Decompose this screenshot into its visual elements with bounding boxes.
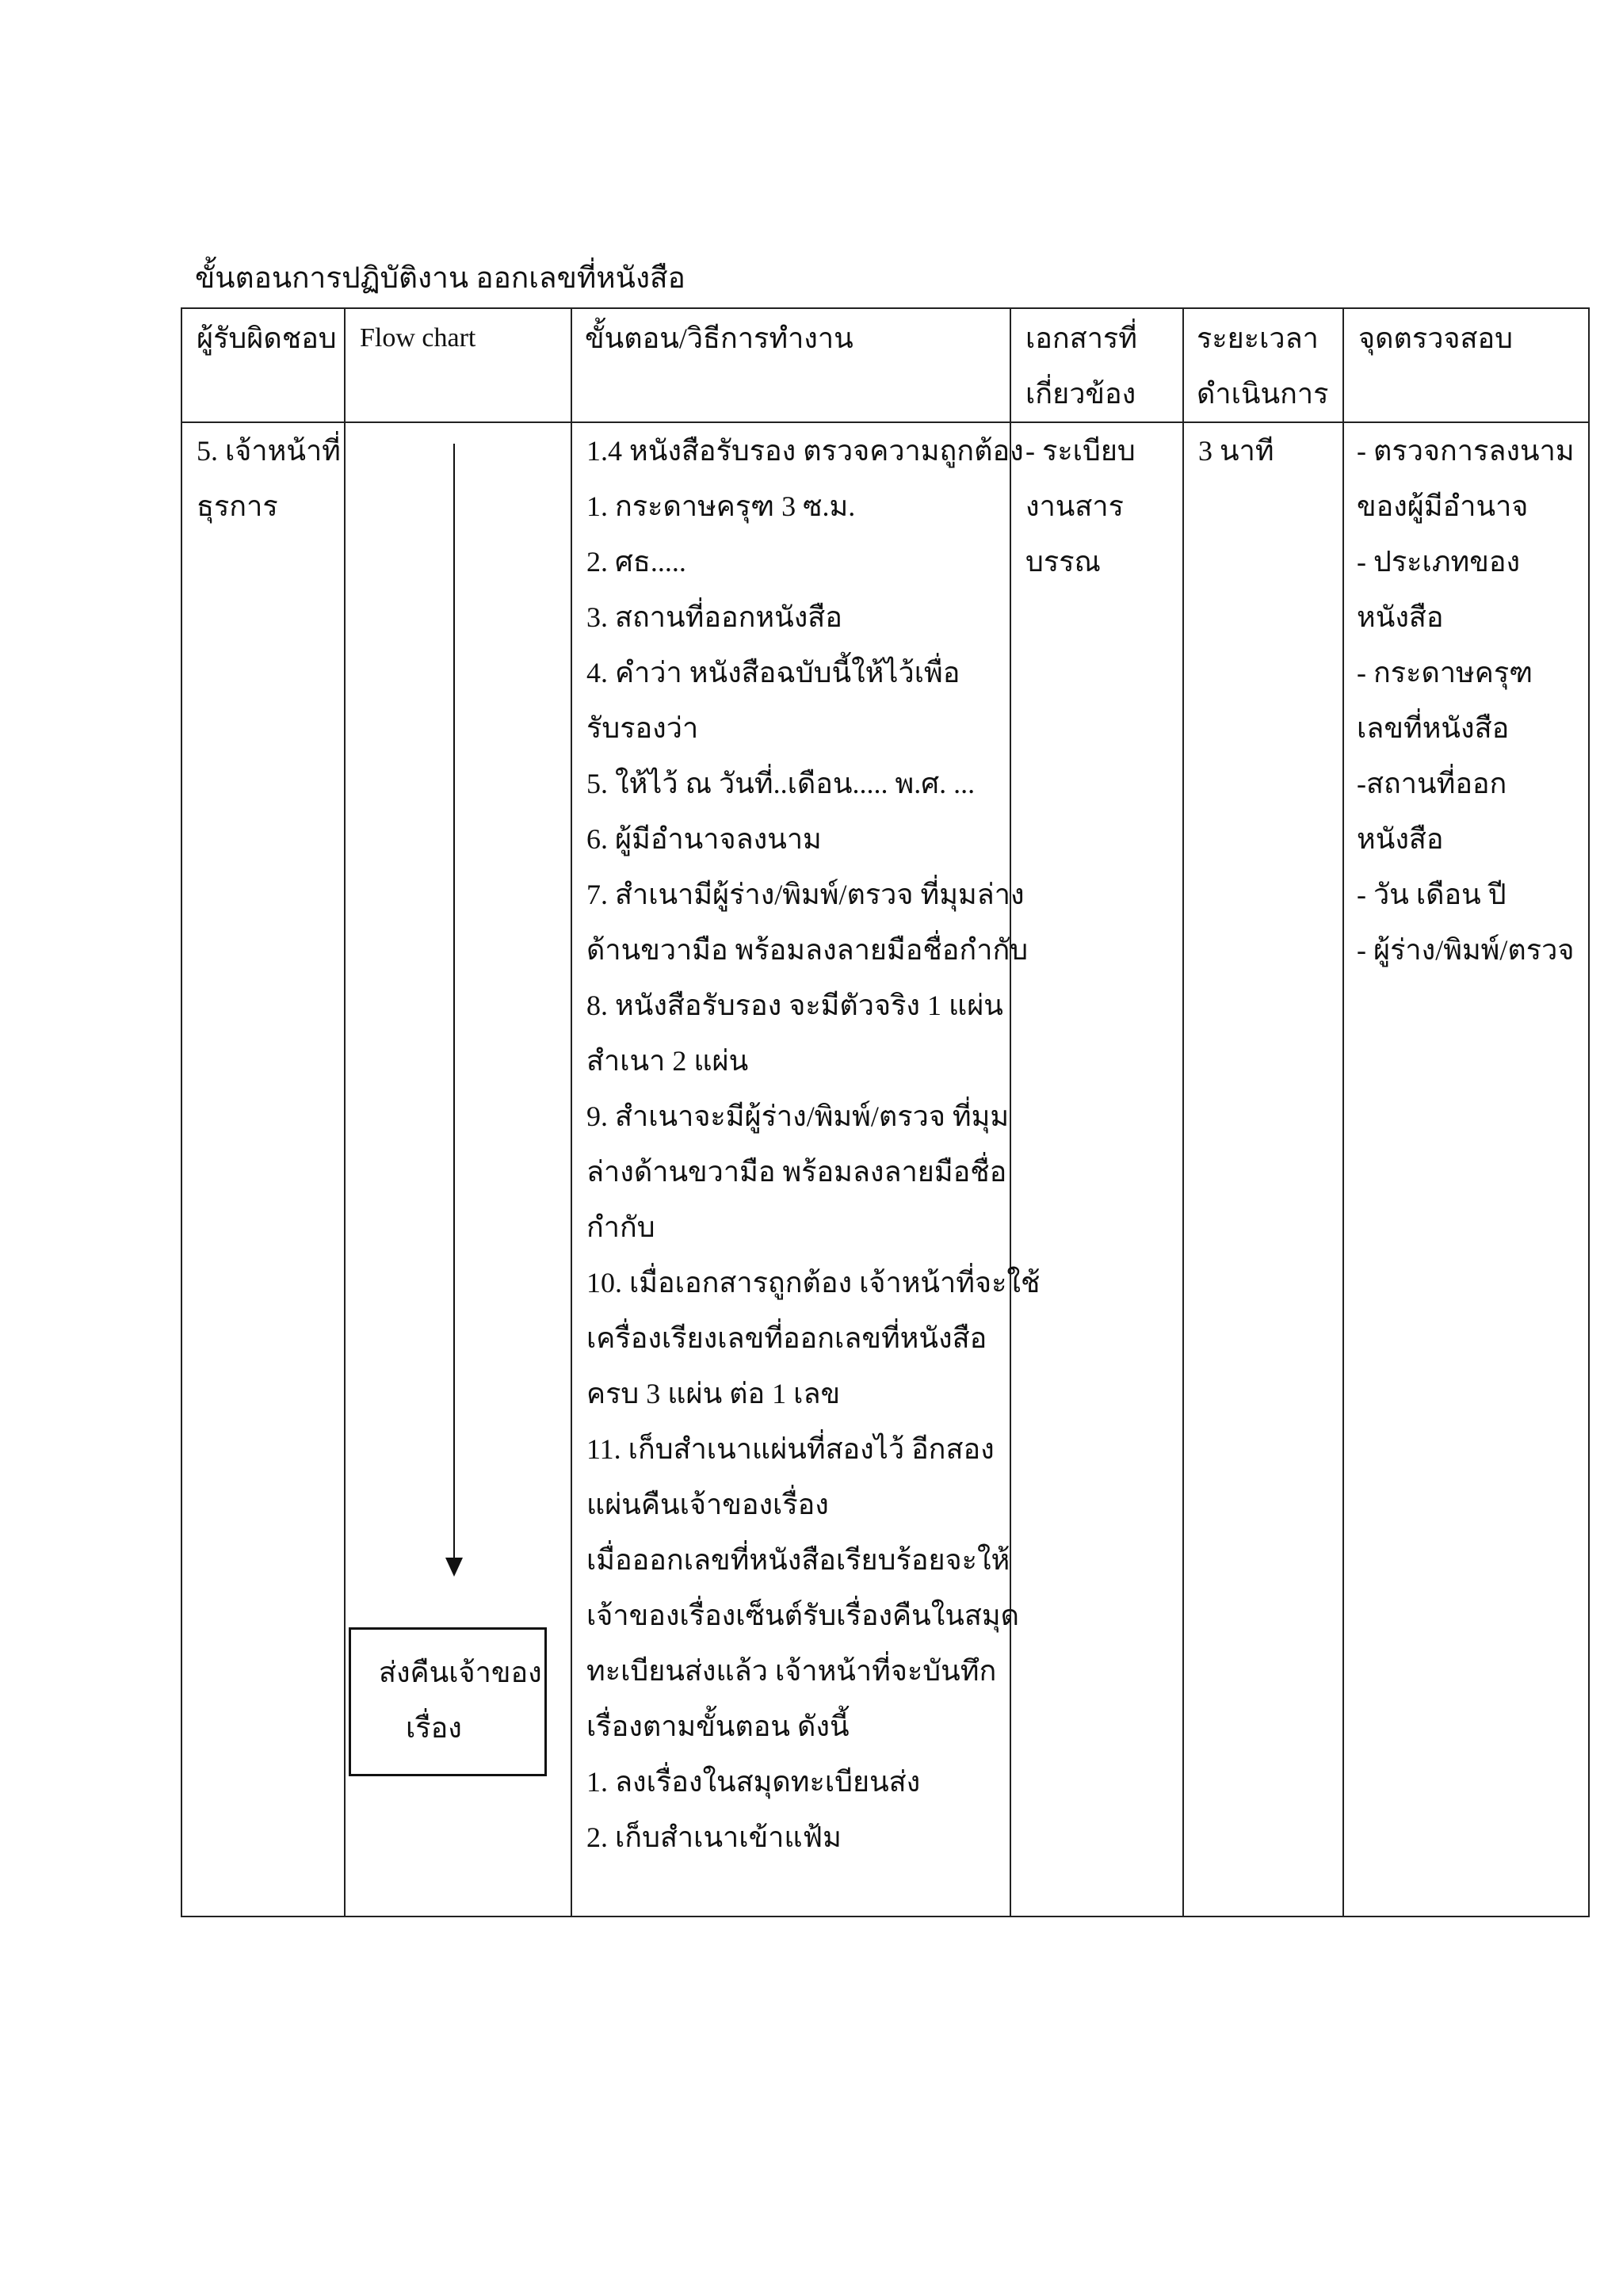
step-line: 5. ให้ไว้ ณ วันที่..เดือน..... พ.ศ. ...	[586, 768, 976, 799]
checkpoint-line: - วัน เดือน ปี	[1357, 879, 1507, 910]
responsible-line: 5. เจ้าหน้าที่	[197, 435, 341, 467]
step-line: 1.4 หนังสือรับรอง ตรวจความถูกต้อง	[586, 435, 1024, 467]
step-line: 6. ผู้มีอำนาจลงนาม	[586, 823, 822, 855]
checkpoint-line: -สถานที่ออก	[1357, 768, 1507, 799]
step-line: รับรองว่า	[586, 712, 699, 744]
column-divider-1	[344, 307, 346, 1917]
flow-arrow-shaft	[453, 444, 455, 1561]
checkpoints-cell	[1357, 423, 1575, 978]
step-line: แผ่นคืนเจ้าของเรื่อง	[586, 1489, 829, 1520]
step-line: ด้านขวามือ พร้อมลงลายมือชื่อกำกับ	[586, 934, 1029, 966]
document-line: - ระเบียบ	[1025, 435, 1136, 467]
checkpoint-line: - กระดาษครุฑ	[1357, 657, 1533, 688]
responsible-cell	[197, 423, 341, 534]
checkpoint-line: - ตรวจการลงนาม	[1357, 435, 1575, 467]
step-line: เรื่องตามขั้นตอน ดังนี้	[586, 1711, 850, 1742]
checkpoint-line: ของผู้มีอำนาจ	[1357, 490, 1529, 522]
header-duration-line: ระยะเวลา	[1197, 322, 1319, 354]
step-line: 3. สถานที่ออกหนังสือ	[586, 601, 842, 633]
step-line: 2. ศธ.....	[586, 546, 686, 578]
header-documents-line: เอกสารที่	[1025, 322, 1137, 354]
step-line: สำเนา 2 แผ่น	[586, 1045, 749, 1077]
step-line: 8. หนังสือรับรอง จะมีตัวจริง 1 แผ่น	[586, 990, 1003, 1021]
step-line: เจ้าของเรื่องเซ็นต์รับเรื่องคืนในสมุด	[586, 1600, 1019, 1631]
header-documents	[1025, 311, 1137, 421]
steps-cell	[586, 423, 1040, 1865]
flow-arrow-head	[445, 1558, 463, 1577]
step-line: 1. กระดาษครุฑ 3 ซ.ม.	[586, 490, 856, 522]
flow-box-label	[379, 1645, 542, 1756]
header-documents-line: เกี่ยวข้อง	[1025, 378, 1136, 410]
step-line: ล่างด้านขวามือ พร้อมลงลายมือชื่อ	[586, 1156, 1007, 1188]
header-steps: ขั้นตอน/วิธีการทำงาน	[585, 322, 854, 354]
header-flow-chart: Flow chart	[360, 323, 476, 353]
flow-box-line: เรื่อง	[406, 1712, 462, 1744]
duration-cell: 3 นาที	[1198, 435, 1274, 467]
checkpoint-line: หนังสือ	[1357, 601, 1444, 633]
document-title: ขั้นตอนการปฏิบัติงาน ออกเลขที่หนังสือ	[195, 262, 685, 295]
header-duration-line: ดำเนินการ	[1197, 378, 1329, 410]
step-line: 2. เก็บสำเนาเข้าแฟ้ม	[586, 1821, 842, 1853]
header-checkpoints: จุดตรวจสอบ	[1358, 322, 1513, 354]
responsible-line: ธุรการ	[197, 490, 278, 522]
checkpoint-line: หนังสือ	[1357, 823, 1444, 855]
documents-cell	[1025, 423, 1136, 589]
step-line: เมื่อออกเลขที่หนังสือเรียบร้อยจะให้	[586, 1544, 1010, 1576]
header-duration	[1197, 311, 1328, 421]
step-line: ครบ 3 แผ่น ต่อ 1 เลข	[586, 1378, 841, 1409]
document-line: งานสาร	[1025, 490, 1124, 522]
column-divider-2	[571, 307, 572, 1917]
step-line: 1. ลงเรื่องในสมุดทะเบียนส่ง	[586, 1766, 921, 1798]
document-line: บรรณ	[1025, 546, 1101, 578]
step-line: 4. คำว่า หนังสือฉบับนี้ให้ไว้เพื่อ	[586, 657, 960, 688]
step-line: 11. เก็บสำเนาแผ่นที่สองไว้ อีกสอง	[586, 1433, 995, 1465]
column-divider-4	[1182, 307, 1184, 1917]
header-responsible: ผู้รับผิดชอบ	[197, 322, 337, 354]
flow-box-line: ส่งคืนเจ้าของ	[379, 1657, 542, 1688]
step-line: 9. สำเนาจะมีผู้ร่าง/พิมพ์/ตรวจ ที่มุม	[586, 1100, 1010, 1132]
checkpoint-line: เลขที่หนังสือ	[1357, 712, 1510, 744]
step-line: ทะเบียนส่งแล้ว เจ้าหน้าที่จะบันทึก	[586, 1655, 997, 1687]
checkpoint-line: - ผู้ร่าง/พิมพ์/ตรวจ	[1357, 934, 1575, 966]
column-divider-5	[1342, 307, 1344, 1917]
step-line: 10. เมื่อเอกสารถูกต้อง เจ้าหน้าที่จะใช้	[586, 1267, 1041, 1299]
step-line: กำกับ	[586, 1211, 655, 1243]
step-line: 7. สำเนามีผู้ร่าง/พิมพ์/ตรวจ ที่มุมล่าง	[586, 879, 1025, 910]
checkpoint-line: - ประเภทของ	[1357, 546, 1521, 578]
step-line: เครื่องเรียงเลขที่ออกเลขที่หนังสือ	[586, 1322, 987, 1354]
